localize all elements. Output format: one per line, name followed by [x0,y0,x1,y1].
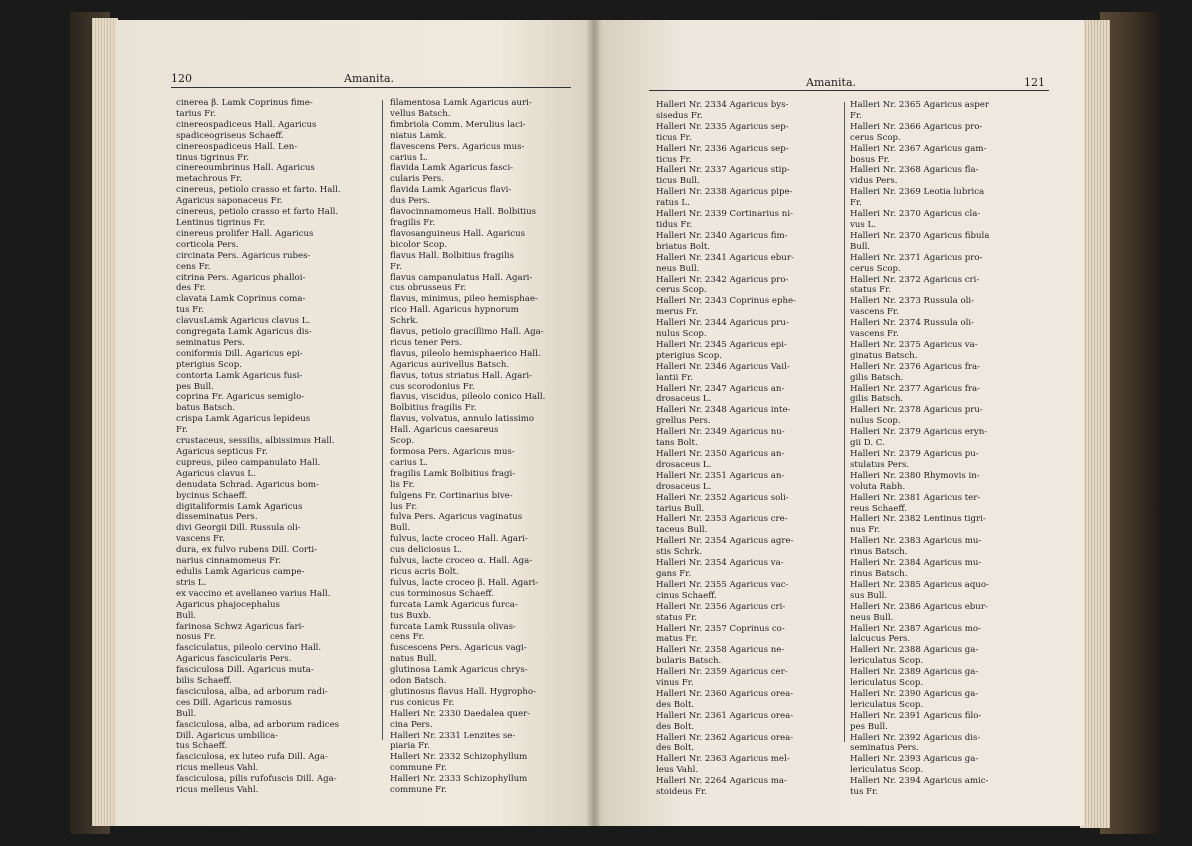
index-line: vascens Fr. [850,329,899,340]
index-line: cupreus, pileo campanulato Hall. [176,457,321,468]
index-line: stis Schrk. [656,547,703,558]
index-line: lantii Fr. [656,372,693,383]
index-line: Halleri Nr. 2354 Agaricus va- [656,558,784,569]
index-line: Halleri Nr. 2343 Coprinus ephe- [656,296,796,307]
index-line: circinata Pers. Agaricus rubes- [176,250,311,261]
index-line: flavus, totus striatus Hall. Agari- [390,370,533,381]
index-line: cina Pers. [390,719,433,730]
index-line: seminatus Pers. [176,337,245,348]
index-line: Fr. [176,425,188,436]
index-line: Fr. [850,110,862,121]
index-line: tus Schaeff. [176,741,228,752]
index-line: vascens Fr. [850,307,899,318]
index-line: pes Bull. [850,721,888,732]
index-line: fasciculosa, pilis rufofuscis Dill. Aga- [176,774,337,785]
index-line: Halleri Nr. 2331 Lenzites se- [390,730,516,741]
index-line: Halleri Nr. 2338 Agaricus pipe- [656,187,793,198]
left-page-edges [92,18,118,826]
index-line: Halleri Nr. 2376 Agaricus fra- [850,361,981,372]
index-line: Halleri Nr. 2356 Agaricus cri- [656,601,786,612]
index-line: Halleri Nr. 2351 Agaricus an- [656,470,785,481]
index-line: Halleri Nr. 2366 Agaricus pro- [850,121,983,132]
index-line: Halleri Nr. 2346 Agaricus Vail- [656,361,790,372]
index-line: flavus, volvatus, annulo latissimo [390,414,535,425]
index-line: sisedus Fr. [656,110,703,121]
index-line: flavescens Pers. Agaricus mus- [390,141,525,152]
index-line: clavata Lamk Coprinus coma- [176,294,306,305]
index-line: Halleri Nr. 2372 Agaricus cri- [850,274,980,285]
index-line: Halleri Nr. 2382 Lentinus tigri- [850,514,986,525]
index-line: Halleri Nr. 2367 Agaricus gam- [850,143,987,154]
index-line: furcata Lamk Agaricus furca- [390,599,518,610]
index-line: sus Bull. [850,590,888,601]
index-line: Halleri Nr. 2392 Agaricus dis- [850,732,981,743]
index-line: Halleri Nr. 2345 Agaricus epi- [656,339,787,350]
index-line: cinereus, petiolo crasso et farto. Hall. [176,185,341,196]
index-line: Halleri Nr. 2333 Schizophyllum [390,774,528,785]
index-line: ricus melleus Vahl. [176,763,259,774]
index-line: Halleri Nr. 2373 Russula oli- [850,296,975,307]
index-line: farinosa Schwz Agaricus fari- [176,621,305,632]
index-line: Halleri Nr. 2385 Agaricus aquo- [850,579,989,590]
index-line: fragilis Lamk Bolbitius fragi- [390,468,516,479]
index-line: Halleri Nr. 2339 Cortinarius ni- [656,209,793,220]
index-line: Halleri Nr. 2336 Agaricus sep- [656,143,789,154]
index-line: Schrk. [390,316,419,327]
index-line: stoideus Fr. [656,787,707,798]
index-line: Halleri Nr. 2332 Schizophyllum [390,752,528,763]
index-line: Halleri Nr. 2334 Agaricus bys- [656,100,789,110]
index-line: Halleri Nr. 2354 Agaricus agre- [656,536,794,547]
index-line: flavida Lamk Agaricus fasci- [390,163,514,174]
index-line: tarius Fr. [176,108,216,119]
index-line: cus deliciosus L. [390,545,462,556]
index-line: Bull. [390,523,411,534]
index-line: Hall. Agaricus caesareus [390,425,499,436]
index-line: natus Bull. [390,654,437,665]
index-line: Bull. [176,610,197,621]
index-line: Halleri Nr. 2379 Agaricus eryn- [850,427,988,438]
index-line: Halleri Nr. 2357 Coprinus co- [656,623,785,634]
index-line: clavusLamk Agaricus clavus L. [176,316,311,327]
index-line: ticus Fr. [656,132,692,143]
index-line: Halleri Nr. 2348 Agaricus inte- [656,405,791,416]
index-line: flavida Lamk Agaricus flavi- [390,185,512,196]
index-line: rus conicus Fr. [390,697,455,708]
index-line: bycinus Schaeff. [176,490,248,501]
index-line: Halleri Nr. 2337 Agaricus stip- [656,165,790,176]
index-line: batus Batsch. [176,403,236,414]
index-line: coprina Fr. Agaricus semiglo- [176,392,305,403]
index-line: lis Fr. [390,479,415,490]
index-line: tans Bolt. [656,438,698,449]
index-line: flavosanguineus Hall. Agaricus [390,228,526,239]
index-line: fragilis Fr. [390,217,436,228]
index-line: flavus, viscidus, pileolo conico Hall. [390,392,546,403]
index-line: stris L. [176,577,207,588]
index-line: Halleri Nr. 2347 Agaricus an- [656,383,785,394]
index-line: crispa Lamk Agaricus lepideus [176,414,311,425]
index-line: vus L. [850,219,876,230]
index-line: Agaricus fascicularis Pers. [176,654,292,665]
index-line: Halleri Nr. 2353 Agaricus cre- [656,514,788,525]
index-line: cinereospadiceus Hall. Len- [176,141,298,152]
index-line: Agaricus septicus Fr. [176,447,268,457]
index-line: bularis Batsch. [656,656,722,667]
index-line: Halleri Nr. 2384 Agaricus mu- [850,558,982,569]
right-column-2 [850,100,989,798]
index-line: Halleri Nr. 2371 Agaricus pro- [850,252,983,263]
index-line: flavus campanulatus Hall. Agari- [390,272,533,283]
index-line: gilis Batsch. [850,372,904,383]
index-line: Fr. [850,198,862,209]
index-line: cinereoumbrinus Hall. Agaricus [176,163,315,174]
index-line: flavocinnamomeus Hall. Bolbitius [390,207,537,218]
index-line: bicolor Scop. [390,239,448,250]
index-line: Halleri Nr. 2381 Agaricus ter- [850,492,981,503]
index-line: narius cinnamomeus Fr. [176,556,282,567]
index-line: tinus tigrinus Fr. [176,152,250,163]
index-line: piaria Fr. [390,741,430,752]
index-line: neus Bull. [850,612,894,623]
index-line: fulvus, lacte croceo Hall. Agari- [390,534,528,545]
index-line: glutinosus flavus Hall. Hygropho- [390,686,536,697]
left-column-1 [176,98,341,796]
index-line: commune Fr. [390,763,448,774]
index-line: Halleri Nr. 2390 Agaricus ga- [850,688,979,699]
index-line: Halleri Nr. 2358 Agaricus ne- [656,645,785,656]
index-line: status Fr. [850,285,891,296]
index-line: Halleri Nr. 2370 Agaricus fibula [850,230,990,241]
index-line: cerus Scop. [656,285,707,296]
index-line: Halleri Nr. 2378 Agaricus pru- [850,405,983,416]
index-line: Agaricus phajocephalus [176,599,280,610]
index-line: ticus Bull. [656,176,700,187]
index-line: Halleri Nr. 2330 Daedalea quer- [390,708,531,719]
index-line: ricus tener Pers. [390,337,463,348]
index-line: cinereus, petiolo crasso et farto Hall. [176,207,339,218]
index-line: tus Buxb. [390,610,432,621]
index-line: odon Batsch. [390,676,447,687]
index-line: Agaricus saponaceus Fr. [176,196,283,207]
index-line: disseminatus Pers. [176,512,258,523]
index-line: tus Fr. [850,787,878,798]
index-line: seminatus Pers. [850,743,919,754]
index-line: cinus Schaeff. [656,590,717,601]
index-line: cens Fr. [176,261,211,272]
index-line: des Bolt. [656,721,695,732]
right-column-divider [844,102,845,742]
index-line: Halleri Nr. 2365 Agaricus asper [850,100,989,110]
index-line: glutinosa Lamk Agaricus chrys- [390,665,528,676]
left-header-rule [171,87,571,88]
index-line: flavus, pileolo hemisphaerico Hall. [390,348,541,359]
index-line: vinus Fr. [656,678,694,689]
index-line: contorta Lamk Agaricus fusi- [176,370,303,381]
index-line: Halleri Nr. 2389 Agaricus ga- [850,667,979,678]
index-line: gii D. C. [850,438,885,449]
index-line: Halleri Nr. 2369 Leotia lubrica [850,187,985,198]
index-line: tarius Bull. [656,503,705,514]
index-line: lus Fr. [390,501,418,512]
index-line: cus scorodonius Fr. [390,381,475,392]
index-line: neus Bull. [656,263,700,274]
index-line: congregata Lamk Agaricus dis- [176,327,312,338]
index-line: ricus acris Bolt. [390,566,459,577]
index-line: fulva Pers. Agaricus vaginatus [390,512,523,523]
index-line: Agaricus aurivellus Batsch. [390,359,510,370]
index-line: Halleri Nr. 2359 Agaricus cer- [656,667,788,678]
right-header-rule [649,90,1049,91]
index-line: Bolbitius fragilis Fr. [390,403,477,414]
index-line: Halleri Nr. 2387 Agaricus mo- [850,623,981,634]
index-line: spadiceogriseus Schaeff. [176,130,284,141]
index-line: fimbriola Comm. Merulius laci- [390,119,526,130]
index-line: citrina Pers. Agaricus phalloi- [176,272,306,283]
index-line: lericulatus Scop. [850,678,924,689]
index-line: status Fr. [656,612,697,623]
right-page-edges [1080,20,1110,828]
index-line: cinereus prolifer Hall. Agaricus [176,228,314,239]
index-line: Halleri Nr. 2393 Agaricus ga- [850,754,979,765]
index-line: cinerea β. Lamk Coprinus fime- [176,98,313,108]
index-line: Halleri Nr. 2386 Agaricus ebur- [850,601,988,612]
index-line: Halleri Nr. 2391 Agaricus filo- [850,710,982,721]
index-line: cinereospadiceus Hall. Agaricus [176,119,317,130]
index-line: bilis Schaeff. [176,676,232,687]
index-line: niatus Lamk. [390,130,447,141]
index-line: Halleri Nr. 2362 Agaricus orea- [656,732,794,743]
index-line: Halleri Nr. 2350 Agaricus an- [656,449,785,459]
index-line: digitaliformis Lamk Agaricus [176,501,303,512]
index-line: flavus, petiolo gracillimo Hall. Aga- [390,327,544,338]
index-line: ex vaccino et avellaneo varius Hall. [176,588,331,599]
index-line: pterigius Scop. [176,359,242,370]
index-line: fasciculatus, pileolo cervino Hall. [176,643,322,654]
index-line: Halleri Nr. 2363 Agaricus mel- [656,754,790,765]
index-line: Lentinus tigrinus Fr. [176,217,266,228]
right-page-number: 121 [1024,76,1045,89]
index-line: merus Fr. [656,307,698,318]
index-line: ticus Fr. [656,154,692,165]
right-column-1 [656,100,796,798]
index-line: coniformis Dill. Agaricus epi- [176,348,303,359]
index-line: cerus Scop. [850,132,901,143]
index-line: fasciculosa, alba, ad arborum radi- [176,686,328,697]
index-line: matus Fr. [656,634,698,645]
index-line: nulus Scop. [850,416,901,427]
index-line: Halleri Nr. 2383 Agaricus mu- [850,536,982,547]
index-line: ginatus Batsch. [850,350,918,361]
index-line: briatus Bolt. [656,241,711,252]
index-line: drosaceus L. [656,481,712,492]
index-line: Halleri Nr. 2375 Agaricus va- [850,339,978,350]
index-line: nus Fr. [850,525,881,536]
index-line: leus Vahl. [656,765,699,776]
index-line: fuscescens Pers. Agaricus vagi- [390,643,527,654]
index-line: furcata Lamk Russula olivas- [390,621,516,632]
index-line: fulvus, lacte croceo α. Hall. Aga- [390,556,533,567]
index-line: fulvus, lacte croceo β. Hall. Agari- [390,577,539,588]
index-line: des Bolt. [656,743,695,754]
index-line: Halleri Nr. 2379 Agaricus pu- [850,449,979,459]
index-line: cus obrusseus Fr. [390,283,467,294]
index-line: des Fr. [176,283,206,294]
index-line: corticola Pers. [176,239,239,250]
index-line: rinus Batsch. [850,568,908,579]
index-line: voluta Rabh. [850,481,906,492]
index-line: Bull. [176,708,197,719]
index-line: Halleri Nr. 2341 Agaricus ebur- [656,252,794,263]
index-line: Bull. [850,241,871,252]
index-line: fasciculosa Dill. Agaricus muta- [176,665,314,676]
index-line: tus Fr. [176,305,204,316]
index-line: fasciculosa, alba, ad arborum radices [176,719,340,730]
index-line: rinus Batsch. [850,547,908,558]
index-line: drosaceus L. [656,459,712,470]
index-line: Scop. [390,436,415,447]
index-line: Halleri Nr. 2370 Agaricus cla- [850,209,981,220]
index-line: stulatus Pers. [850,459,910,470]
index-line: Agaricus clavus L. [176,468,256,479]
index-line: Halleri Nr. 2355 Agaricus vac- [656,579,789,590]
index-line: Halleri Nr. 2374 Russula oli- [850,318,975,329]
index-line: divi Georgii Dill. Russula oli- [176,523,301,534]
index-line: fulgens Fr. Cortinarius bive- [390,490,513,501]
index-line: pes Bull. [176,381,214,392]
left-page-number: 120 [171,72,192,85]
index-line: Halleri Nr. 2344 Agaricus pru- [656,318,789,329]
index-line: Halleri Nr. 2342 Agaricus pro- [656,274,789,285]
index-line: Halleri Nr. 2377 Agaricus fra- [850,383,981,394]
index-line: Halleri Nr. 2352 Agaricus soli- [656,492,789,503]
index-line: bosus Fr. [850,154,890,165]
index-line: Halleri Nr. 2349 Agaricus nu- [656,427,785,438]
index-line: cularis Pers. [390,174,444,185]
index-line: formosa Pers. Agaricus mus- [390,447,515,457]
index-line: Halleri Nr. 2388 Agaricus ga- [850,645,979,656]
index-line: ricus melleus Vahl. [176,785,259,796]
index-line: flavus, minimus, pileo hemisphae- [390,294,538,305]
index-line: des Bolt. [656,699,695,710]
index-line: commune Fr. [390,785,448,796]
index-line: taceus Bull. [656,525,708,536]
right-running-head: Amanita. [806,76,857,89]
index-line: lericulatus Scop. [850,765,924,776]
left-page [116,20,594,826]
index-line: carius L. [390,152,428,163]
index-line: lalcucus Pers. [850,634,911,645]
index-line: Dill. Agaricus umbilica- [176,730,279,741]
index-line: filamentosa Lamk Agaricus auri- [390,98,532,108]
left-running-head: Amanita. [344,72,395,85]
index-line: Halleri Nr. 2335 Agaricus sep- [656,121,789,132]
index-line: lericulatus Scop. [850,656,924,667]
index-line: ces Dill. Agaricus ramosus [176,697,292,708]
index-line: dus Pers. [390,196,430,207]
index-line: cus torminosus Schaeff. [390,588,494,599]
index-line: lericulatus Scop. [850,699,924,710]
left-column-2 [390,98,545,796]
index-line: grellus Pers. [656,416,711,427]
index-line: Halleri Nr. 2361 Agaricus orea- [656,710,794,721]
index-line: tidus Fr. [656,219,693,230]
index-line: carius L. [390,457,428,468]
index-line: gilis Batsch. [850,394,904,405]
index-line: drosaceus L. [656,394,712,405]
index-line: metachrous Fr. [176,174,242,185]
right-page [594,20,1084,826]
book-gutter [586,20,602,826]
index-line: gans Fr. [656,568,692,579]
index-line: pterigius Scop. [656,350,722,361]
left-column-divider [382,100,383,740]
index-line: Halleri Nr. 2380 Rhymovis in- [850,470,980,481]
index-line: crustaceus, sessilis, albissimus Hall. [176,436,335,447]
index-line: dura, ex fulvo rubens Dill. Corti- [176,545,318,556]
index-line: rico Hall. Agaricus hypnorum [390,305,519,316]
index-line: ratus L. [656,198,690,209]
index-line: Halleri Nr. 2368 Agaricus fla- [850,165,979,176]
index-line: Halleri Nr. 2340 Agaricus fim- [656,230,788,241]
index-line: fasciculosa, ex luteo rufa Dill. Aga- [176,752,328,763]
index-line: vellus Batsch. [390,108,451,119]
index-line: nulus Scop. [656,329,707,340]
index-line: vidus Pers. [850,176,898,187]
index-line: Halleri Nr. 2264 Agaricus ma- [656,776,787,787]
index-line: denudata Schrad. Agaricus bom- [176,479,319,490]
index-line: edulis Lamk Agaricus campe- [176,566,305,577]
index-line: cerus Scop. [850,263,901,274]
index-line: Fr. [390,261,402,272]
index-line: cens Fr. [390,632,425,643]
index-line: reus Schaeff. [850,503,907,514]
index-line: vascens Fr. [176,534,225,545]
index-line: Halleri Nr. 2360 Agaricus orea- [656,688,794,699]
index-line: flavus Hall. Bolbitius fragilis [390,250,514,261]
index-line: Halleri Nr. 2394 Agaricus amic- [850,776,989,787]
index-line: nosus Fr. [176,632,216,643]
